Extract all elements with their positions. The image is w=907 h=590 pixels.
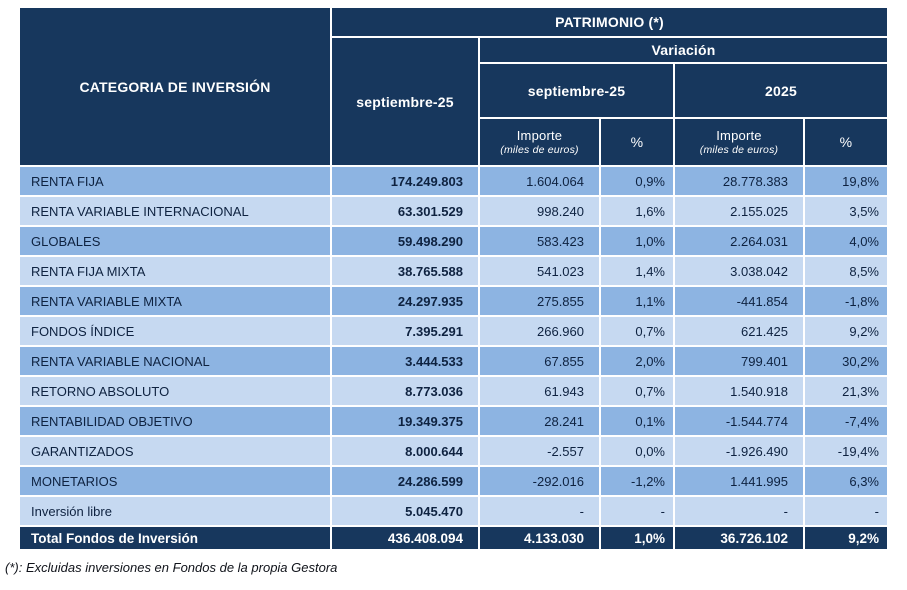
- var-year-importe-cell: 2.155.025: [675, 197, 803, 225]
- header-categoria-de-inversion: CATEGORIA DE INVERSIÓN: [20, 8, 330, 165]
- header-variacion-month: septiembre-25: [480, 64, 673, 117]
- table-row: [20, 227, 887, 255]
- table-row: [20, 437, 887, 465]
- var-month-importe-cell: 998.240: [480, 197, 599, 225]
- category-cell: RENTA VARIABLE NACIONAL: [20, 347, 330, 375]
- var-month-importe-cell: 275.855: [480, 287, 599, 315]
- var-year-pct-cell: 4,0%: [805, 227, 887, 255]
- table-row: [20, 287, 887, 315]
- var-month-pct-cell: 0,1%: [601, 407, 673, 435]
- category-cell: MONETARIOS: [20, 467, 330, 495]
- header-patrimonio: PATRIMONIO (*): [332, 8, 887, 36]
- table-row: [20, 497, 887, 525]
- patrimonio-cell: 5.045.470: [332, 497, 478, 525]
- var-month-importe-cell: -2.557: [480, 437, 599, 465]
- var-month-pct-cell: 0,7%: [601, 377, 673, 405]
- var-year-importe-cell: 1.441.995: [675, 467, 803, 495]
- var-year-importe-cell: 28.778.383: [675, 167, 803, 195]
- importe-unit-label: (miles de euros): [699, 144, 779, 156]
- var-year-pct-cell: 19,8%: [805, 167, 887, 195]
- var-year-pct-cell: 9,2%: [805, 317, 887, 345]
- var-year-pct-cell: 21,3%: [805, 377, 887, 405]
- var-month-pct-cell: 0,7%: [601, 317, 673, 345]
- var-year-pct-cell: -1,8%: [805, 287, 887, 315]
- var-year-pct-cell: -: [805, 497, 887, 525]
- table-row: [20, 407, 887, 435]
- var-year-importe-cell: 621.425: [675, 317, 803, 345]
- importe-unit-label: (miles de euros): [500, 144, 579, 156]
- var-year-importe-cell: 2.264.031: [675, 227, 803, 255]
- footnote: (*): Excluidas inversiones en Fondos de la propia Gestora: [5, 560, 338, 575]
- var-month-importe-cell: 583.423: [480, 227, 599, 255]
- patrimonio-cell: 24.297.935: [332, 287, 478, 315]
- var-year-importe-cell: -441.854: [675, 287, 803, 315]
- total-var-year-pct: 9,2%: [805, 527, 887, 549]
- var-month-pct-cell: 1,6%: [601, 197, 673, 225]
- var-year-pct-cell: -7,4%: [805, 407, 887, 435]
- var-month-importe-cell: -292.016: [480, 467, 599, 495]
- category-cell: RENTA FIJA: [20, 167, 330, 195]
- header-importe-month: [480, 119, 599, 165]
- var-month-pct-cell: 2,0%: [601, 347, 673, 375]
- var-year-importe-cell: 3.038.042: [675, 257, 803, 285]
- var-month-importe-cell: 541.023: [480, 257, 599, 285]
- patrimonio-cell: 174.249.803: [332, 167, 478, 195]
- var-year-pct-cell: 6,3%: [805, 467, 887, 495]
- var-month-pct-cell: 0,9%: [601, 167, 673, 195]
- category-cell: RETORNO ABSOLUTO: [20, 377, 330, 405]
- var-month-importe-cell: 28.241: [480, 407, 599, 435]
- var-month-importe-cell: 61.943: [480, 377, 599, 405]
- importe-label: Importe: [716, 128, 762, 143]
- table-row: [20, 197, 887, 225]
- var-month-pct-cell: 1,4%: [601, 257, 673, 285]
- patrimonio-cell: 8.000.644: [332, 437, 478, 465]
- table-row: [20, 347, 887, 375]
- category-cell: GARANTIZADOS: [20, 437, 330, 465]
- table-row: [20, 257, 887, 285]
- var-month-pct-cell: 1,0%: [601, 227, 673, 255]
- category-cell: FONDOS ÍNDICE: [20, 317, 330, 345]
- header-variacion: Variación: [480, 38, 887, 62]
- category-cell: GLOBALES: [20, 227, 330, 255]
- category-cell: RENTA VARIABLE INTERNACIONAL: [20, 197, 330, 225]
- var-year-pct-cell: -19,4%: [805, 437, 887, 465]
- patrimonio-table: [18, 6, 889, 551]
- patrimonio-cell: 59.498.290: [332, 227, 478, 255]
- total-patrimonio-value: 436.408.094: [332, 527, 478, 549]
- var-year-importe-cell: 1.540.918: [675, 377, 803, 405]
- patrimonio-cell: 63.301.529: [332, 197, 478, 225]
- header-pct-year: %: [805, 119, 887, 165]
- patrimonio-cell: 8.773.036: [332, 377, 478, 405]
- total-row: [20, 527, 887, 549]
- var-month-importe-cell: 266.960: [480, 317, 599, 345]
- patrimonio-cell: 38.765.588: [332, 257, 478, 285]
- var-month-pct-cell: 0,0%: [601, 437, 673, 465]
- header-importe-year: [675, 119, 803, 165]
- var-month-pct-cell: -: [601, 497, 673, 525]
- var-month-pct-cell: 1,1%: [601, 287, 673, 315]
- var-month-importe-cell: -: [480, 497, 599, 525]
- total-label: Total Fondos de Inversión: [20, 527, 330, 549]
- total-var-month-importe: 4.133.030: [480, 527, 599, 549]
- category-cell: Inversión libre: [20, 497, 330, 525]
- var-year-importe-cell: -: [675, 497, 803, 525]
- var-year-pct-cell: 8,5%: [805, 257, 887, 285]
- category-cell: RENTABILIDAD OBJETIVO: [20, 407, 330, 435]
- table-row: [20, 167, 887, 195]
- header-variacion-year: 2025: [675, 64, 887, 117]
- var-month-importe-cell: 1.604.064: [480, 167, 599, 195]
- var-month-pct-cell: -1,2%: [601, 467, 673, 495]
- importe-label: Importe: [516, 128, 563, 143]
- category-cell: RENTA VARIABLE MIXTA: [20, 287, 330, 315]
- var-month-importe-cell: 67.855: [480, 347, 599, 375]
- category-cell: RENTA FIJA MIXTA: [20, 257, 330, 285]
- patrimonio-cell: 24.286.599: [332, 467, 478, 495]
- header-patrimonio-month: septiembre-25: [332, 38, 478, 165]
- var-year-importe-cell: 799.401: [675, 347, 803, 375]
- patrimonio-cell: 3.444.533: [332, 347, 478, 375]
- var-year-importe-cell: -1.926.490: [675, 437, 803, 465]
- patrimonio-cell: 19.349.375: [332, 407, 478, 435]
- table-row: [20, 317, 887, 345]
- table-body: [20, 167, 887, 525]
- table-header: [20, 8, 887, 165]
- table-row: [20, 377, 887, 405]
- patrimonio-cell: 7.395.291: [332, 317, 478, 345]
- header-pct-month: %: [601, 119, 673, 165]
- var-year-pct-cell: 30,2%: [805, 347, 887, 375]
- var-year-pct-cell: 3,5%: [805, 197, 887, 225]
- table-row: [20, 467, 887, 495]
- total-var-year-importe: 36.726.102: [675, 527, 803, 549]
- var-year-importe-cell: -1.544.774: [675, 407, 803, 435]
- total-var-month-pct: 1,0%: [601, 527, 673, 549]
